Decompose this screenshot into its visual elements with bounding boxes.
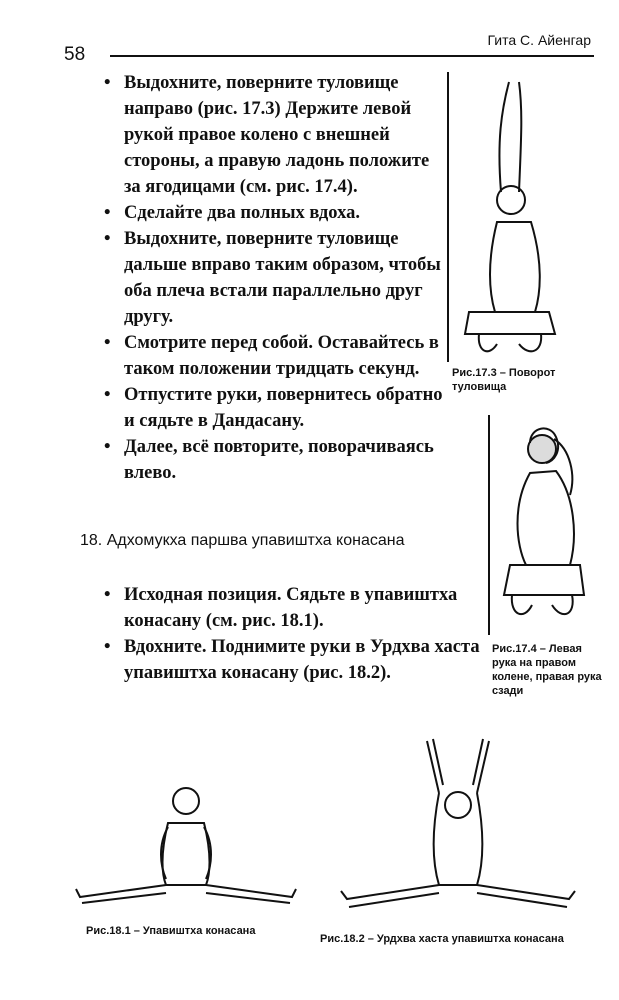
- figure-17-4-illustration: [490, 415, 590, 635]
- list-item: • Смотрите перед собой. Оставайтесь в таком положении тридцать секунд.: [104, 330, 444, 382]
- list-item: • Далее, всё повторите, поворачиваясь влево.: [104, 434, 444, 486]
- header-author: Гита С. Айенгар: [487, 32, 591, 48]
- figure-18-1: [70, 785, 300, 910]
- list-item: • Сделайте два полных вдоха.: [104, 200, 444, 226]
- list-item: • Отпустите руки, повернитесь обратно и сядьте в Дандасану.: [104, 382, 444, 434]
- steps-list-bottom: [104, 582, 484, 686]
- list-item: • Исходная позиция. Сядьте в упавиштха конасану (см. рис. 18.1).: [104, 582, 484, 634]
- list-item: • Вдохните. Поднимите руки в Урдхва хаста упавиштха конасану (рис. 18.2).: [104, 634, 484, 686]
- section-heading: 18. Адхомукха паршва упавиштха конасана: [80, 532, 405, 549]
- figure-18-2-caption: Рис.18.2 – Урдхва хаста упавиштха конасана: [320, 933, 564, 945]
- figure-17-3-illustration: [449, 72, 575, 362]
- header-rule: [110, 55, 594, 57]
- list-item: • Выдохните, поверните туловище направо (рис. 17.3) Держите левой рукой правое колено с внешней стороны, а правую ладонь положите за ягодицами (см. рис. 17.4).: [104, 70, 444, 200]
- list-item: • Выдохните, поверните туловище дальше вправо таким образом, чтобы оба плеча встали параллельно друг другу.: [104, 226, 444, 330]
- figure-17-3-caption: Рис.17.3 – Поворот туловища: [452, 367, 556, 393]
- page-number: 58: [64, 44, 86, 65]
- figure-18-2: [335, 735, 580, 915]
- figure-18-1-illustration: [70, 785, 300, 910]
- steps-list-top: [104, 70, 444, 486]
- figure-17-4: [488, 415, 590, 635]
- figure-18-1-caption: Рис.18.1 – Упавиштха конасана: [86, 925, 256, 937]
- figure-17-4-caption: Рис.17.4 – Левая рука на правом колене, правая рука сзади: [492, 643, 602, 697]
- figure-17-3: [447, 72, 575, 362]
- figure-18-2-illustration: [335, 735, 580, 915]
